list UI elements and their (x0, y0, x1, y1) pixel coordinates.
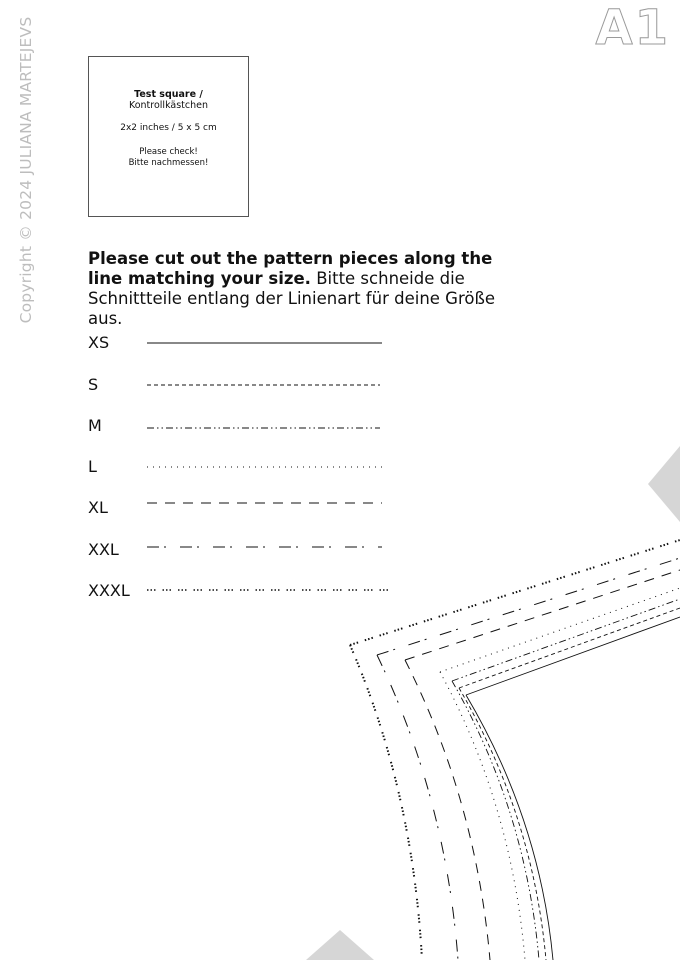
test-square-check-de: Bitte nachmessen! (128, 158, 209, 168)
sheet-id: A1 (595, 0, 670, 56)
instructions-normal: Bitte schneide die Schnittteile entlang der Linienart für deine Größe aus. (88, 269, 496, 328)
size-label-s: S (88, 375, 99, 394)
pattern-outline-xxxl (350, 540, 680, 960)
pattern-outline-s (459, 608, 680, 960)
size-label-xxl: XXL (88, 540, 119, 559)
size-label-l: L (88, 457, 97, 476)
size-label-xxxl: XXXL (88, 581, 130, 600)
pattern-outline-xxl (377, 558, 680, 960)
alignment-marker-bottom (306, 930, 374, 960)
size-label-xs: XS (88, 333, 110, 352)
instructions-bold: Please cut out the pattern pieces along the line matching your size. (88, 249, 493, 288)
copyright-notice: Copyright © 2024 JULIANA MARTEJEVS (17, 16, 35, 324)
test-square-title: Test square / (134, 89, 203, 100)
pattern-outline-xl (405, 570, 680, 960)
pattern-outline-l (440, 588, 680, 960)
size-label-xl: XL (88, 498, 108, 517)
size-label-m: M (88, 416, 102, 435)
pattern-outline-m (452, 599, 680, 960)
pattern-outline-xs (466, 617, 680, 960)
test-square-size: 2x2 inches / 5 x 5 cm (120, 123, 217, 133)
alignment-marker-right (648, 446, 680, 522)
test-square-check-en: Please check! (139, 147, 198, 157)
test-square-subtitle: Kontrollkästchen (128, 100, 209, 111)
